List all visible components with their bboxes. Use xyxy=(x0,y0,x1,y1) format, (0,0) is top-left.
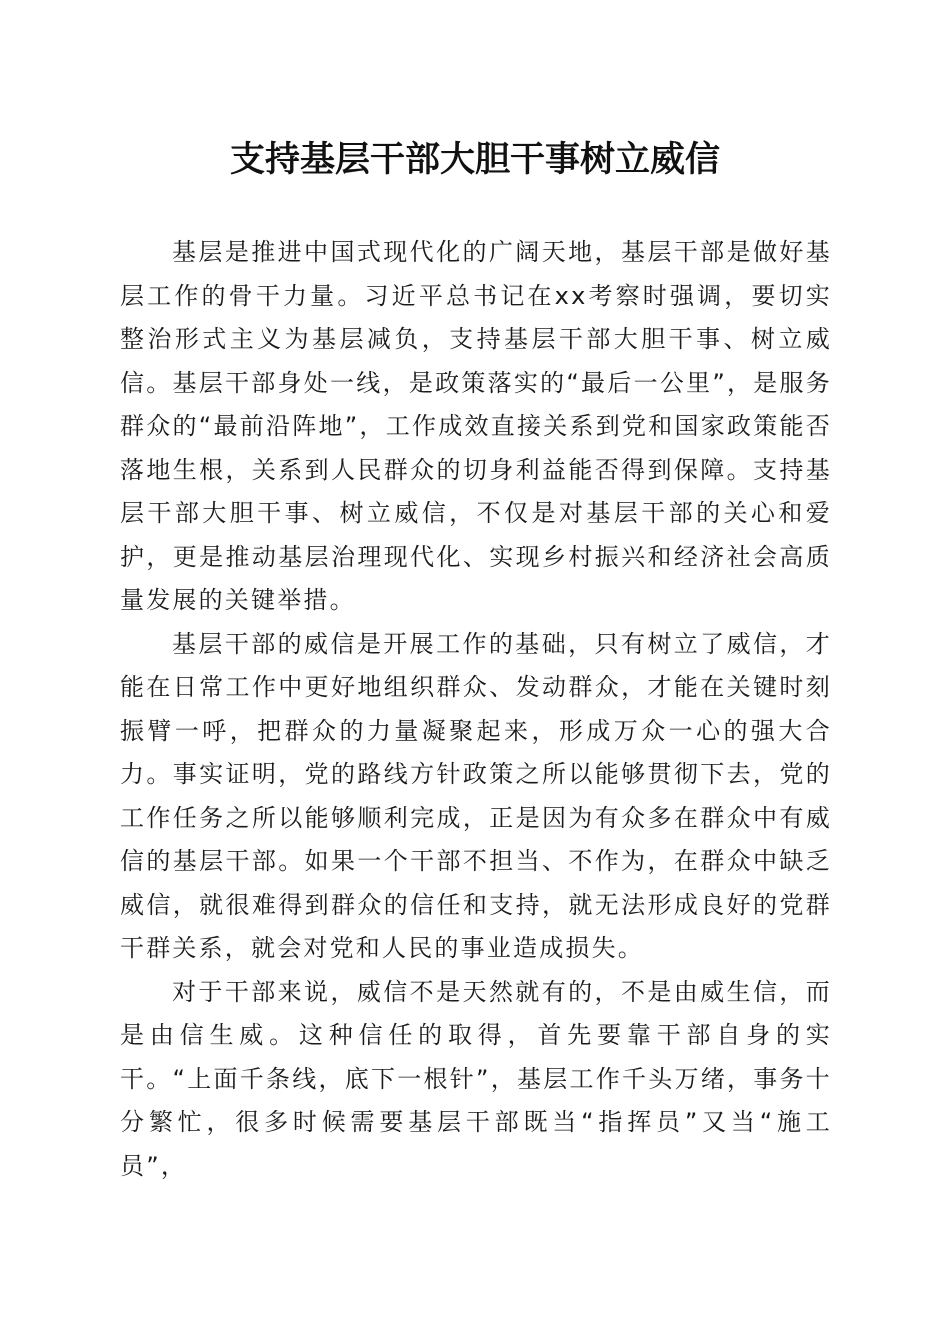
paragraph: 基层干部的威信是开展工作的基础，只有树立了威信，才能在日常工作中更好地组织群众、发动群众，才能在关键时刻振臂一呼，把群众的力量凝聚起来，形成万众一心的强大合力。事实证明，党的路线方针政策之所以能够贯彻下去，党的工作任务之所以能够顺利完成，正是因为有众多在群众中有威信的基层干部。如果一个干部不担当、不作为，在群众中缺乏威信，就很难得到群众的信任和支持，就无法形成良好的党群干群关系，就会对党和人民的事业造成损失。 xyxy=(120,629,832,962)
paragraph: 对于干部来说，威信不是天然就有的，不是由威生信，而是由信生威。这种信任的取得，首先要靠干部自身的实干。“上面千条线，底下一根针”，基层工作千头万绪，事务十分繁忙，很多时候需要基层干部既当“指挥员”又当“施工员”， xyxy=(120,977,832,1180)
document-body xyxy=(120,231,832,1188)
paragraph: 基层是推进中国式现代化的广阔天地，基层干部是做好基层工作的骨干力量。习近平总书记在xx考察时强调，要切实整治形式主义为基层减负，支持基层干部大胆干事、树立威信。基层干部身处一线，是政策落实的“最后一公里”，是服务群众的“最前沿阵地”，工作成效直接关系到党和国家政策能否落地生根，关系到人民群众的切身利益能否得到保障。支持基层干部大胆干事、树立威信，不仅是对基层干部的关心和爱护，更是推动基层治理现代化、实现乡村振兴和经济社会高质量发展的关键举措。 xyxy=(120,238,832,614)
document-title: 支持基层干部大胆干事树立威信 xyxy=(229,139,720,180)
